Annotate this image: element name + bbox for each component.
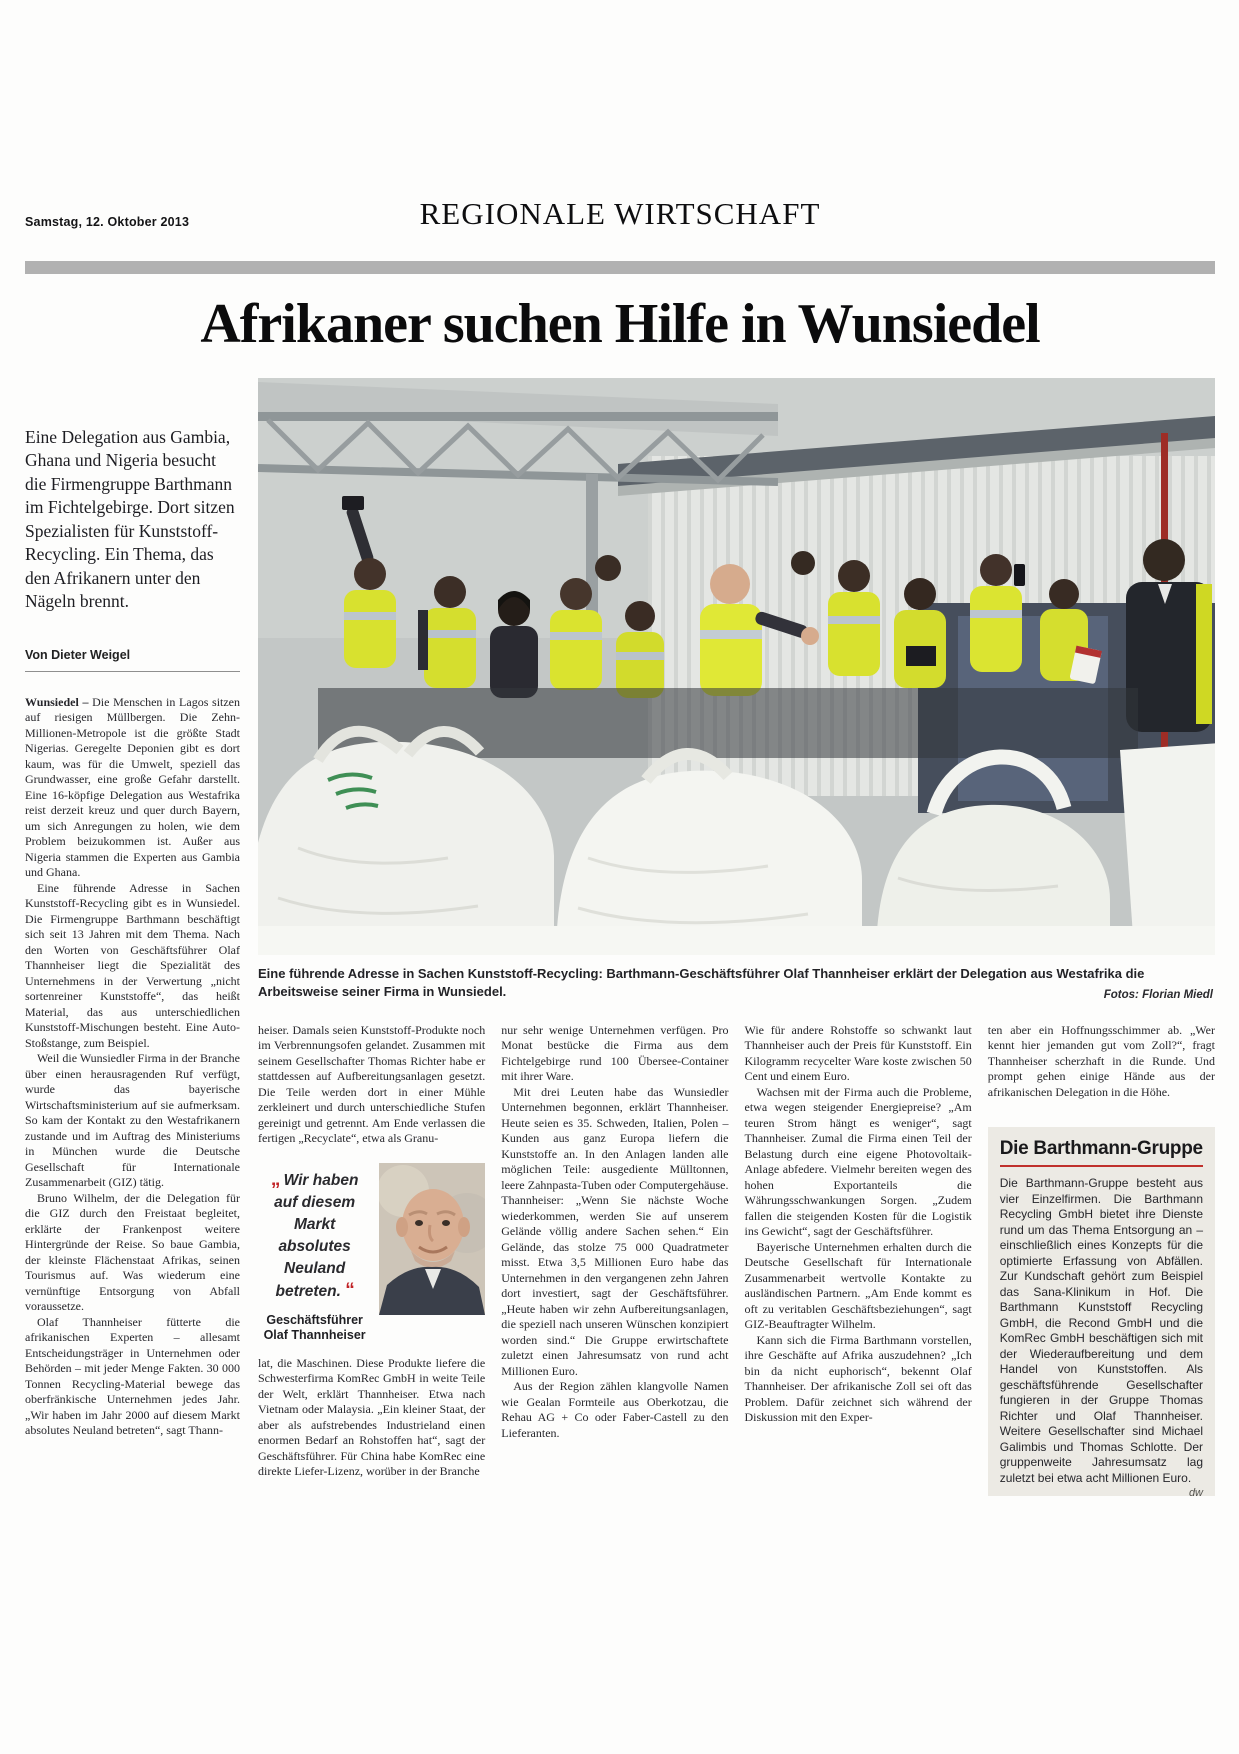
paragraph: Weil die Wunsiedler Firma in der Branche über einen herausragenden Ruf verfügt, wurde das bayerische Wirtschaftsministerium auf sie aufmerksam. So kam der Kontakt zu den Westafrikanern zustande und im Auftrag des Ministeriums in München wurde die Deutsche Gesellschaft für Internationale Zusammenarbeit (GIZ) tätig. [25,1051,240,1190]
article-column-5 [988,1023,1215,1502]
article-right-zone [258,378,1215,1502]
article-lead: Eine Delegation aus Gambia, Ghana und Nigeria besucht die Firmengruppe Barthmann im Fichtelgebirge. Dort sitzen Spezialisten für Kunststoff-Recycling. Ein Thema, das den Afrikanern unter den Nägeln brennt. [25,426,235,612]
infobox-barthmann-gruppe [988,1127,1215,1500]
thannheiser-portrait-photo [379,1163,485,1315]
quote-close-mark: “ [345,1279,354,1301]
paragraph: Mit drei Leuten habe das Wunsiedler Unternehmen begonnen, erklärt Thannheiser. Heute seien es 35. Schweden, Italien, Polen – Kunden aus ganz Europa liefern die Kunststoffe an. In den Anlagen landen alle möglichen Teile: ausgediente Mülltonnen, leere Zahnpasta-Tuben oder Computergehäuse. Thannheiser: „Wenn Sie nächste Woche wiederkommen, werden Sie auf unserem Gelände völlig andere Sachen sehen.“ Ein Gelände, das stolze 75 000 Quadratmeter misst. Etwa 3,5 Millionen Euro habe das Unternehmen in den vergangenen zehn Jahren dort investiert, sagt der Geschäftsführer. „Heute haben wir zehn Aufbereitungsanlagen, die speziell nach unseren Wünschen konzipiert worden sind.“ Die Gruppe erwirtschaftete zuletzt einen Jahresumsatz von rund acht Millionen Euro. [501,1084,729,1378]
delegation-photo-illustration [258,378,1215,955]
pullquote-text [258,1169,371,1303]
article-body [25,378,1215,1502]
photo-caption-row [258,965,1215,1001]
paragraph: Aus der Region zählen klangvolle Namen wie Gealan Formteile aus Oberkotzau, die Rehau AG + Co oder Faber-Castell zu den Lieferanten. [501,1379,729,1440]
pullquote-attribution [258,1313,371,1343]
section-divider-bar [25,261,1215,274]
infobox-body-text: Die Barthmann-Gruppe besteht aus vier Einzelfirmen. Die Barthmann Recycling GmbH bietet ihre Dienste rund um das Thema Entsorgung an – einschließlich eines Konzepts für die optimierte Erfassung von Abfällen. Zur Kundschaft gehört zum Beispiel das Sana-Klinikum in Hof. Die Barthmann Kunststoff Recycling GmbH, die Recond GmbH und die KomRec GmbH beschäftigen sich mit der Wiederaufbereitung und dem Handel von Kunststoffen. Als geschäftsführende Gesellschafter fungieren in der Gruppe Thomas Richter und Olaf Thannheiser. Weitere Gesellschafter sind Michael Galimbis und Thomas Schlotte. Der gruppenweite Jahresumsatz lag zuletzt bei etwa acht Millionen Euro. [999,1176,1203,1485]
paragraph: Eine führende Adresse in Sachen Kunststoff-Recycling gibt es in Wunsiedel. Die Firmengruppe Barthmann beschäftigt sich seit 13 Jahren mit dem Thema. Nach den Worten von Geschäftsführer Olaf Thannheiser liegt die Spezialität des Unternehmens in der Verwertung „nicht sortenreiner Kunststoffe“, das heißt Material, das aus unterschiedlichen Kunststoff-Mischungen besteht. Eine Auto-Stoßstange, zum Beispiel. [25,880,240,1050]
article-column-1 [25,378,240,1439]
pullquote-row [258,1163,485,1343]
article-columns [258,1023,1215,1502]
pullquote-attribution-name: Olaf Thannheiser [263,1327,366,1342]
paragraph: Wachsen mit der Firma auch die Probleme, etwa wegen steigender Energiepreise? „Am teuren Strom hängt es weniger“, sagt Thannheiser. Zumal die Firma einen Teil der Belastung durch eine eigene Photovoltaik-Anlage abfedere. Vielmehr bereiten wegen des hohen Exportanteils die Währungsschwankungen Sorgen. „Zudem fallen die steigenden Kosten für die Logistik ins Gewicht“, sagt der Geschäftsführer. [744,1084,972,1239]
paragraph: nur sehr wenige Unternehmen verfügen. Pro Monat bestücke die Firma aus dem Fichtelgebirge rund 100 Übersee-Container mit ihrer Ware. [501,1022,729,1084]
paragraph: Olaf Thannheiser fütterte die afrikanischen Experten – allesamt Entscheidungsträger in Unternehmen oder Behörden – mit jeder Menge Fakten. 30 000 Tonnen Recycling-Material bewege das oberfränkische Unternehmen jedes Jahr. „Wir haben im Jahr 2000 auf diesem Markt absolutes Neuland betreten“, sagt Thann- [25,1314,240,1438]
article-column-3 [501,1023,728,1442]
paragraph: Bruno Wilhelm, der die Delegation für die GIZ durch den Freistaat begleitet, erklärte der Frankenpost weitere Hintergründe der Reise. So baue Gambia, der kleinste Flächenstaat Afrikas, seinen Tourismus auf. Was wiederum eine vernünftige Entsorgung von Abfall voraussetze. [25,1190,240,1314]
portrait-illustration [379,1163,485,1315]
paragraph: Bayerische Unternehmen erhalten durch die Deutsche Gesellschaft für Internationale Zusammenarbeit wertvolle Kontakte zu ausländischen Partnern. „Am Ende kommt es oft zu veritablen Geschäftsbeziehungen“, sagt GIZ-Beauftragter Wilhelm. [744,1239,972,1332]
infobox-title: Die Barthmann-Gruppe [1000,1138,1203,1167]
section-title: REGIONALE WIRTSCHAFT [419,196,821,231]
byline: Von Dieter Weigel [25,648,240,672]
article-headline: Afrikaner suchen Hilfe in Wunsiedel [200,293,1040,355]
column-2-text-top [258,1023,485,1147]
paragraph: Kann sich die Firma Barthmann vorstellen, ihre Geschäfte auf Afrika auszudehnen? „Ich bin da nicht euphorisch“, bekennt Olaf Thannheiser. Der afrikanische Zoll sei oft das Problem. Dafür zeichnet sich während der Diskussion mit den Exper- [744,1332,972,1425]
pullquote-attribution-role: Geschäftsführer [266,1312,363,1327]
pullquote-body: Wir haben auf diesem Markt absolutes Neuland betreten. [274,1171,359,1300]
column-1-text [25,695,240,1439]
issue-date: Samstag, 12. Oktober 2013 [25,215,190,229]
paragraph: Wunsiedel – Die Menschen in Lagos sitzen auf riesigen Müllbergen. Die Zehn-Millionen-Metropole ist die größte Stadt Nigerias. Geregelte Deponien gibt es dort kaum, was für die Umwelt, speziell das Grundwasser, eine große Gefahr darstellt. Eine 16-köpfige Delegation aus Westafrika reist derzeit kreuz und quer durch Bayern, um sich Anregungen zu holen, wie dem Problem beizukommen ist. Außer aus Nigeria stammen die Experten aus Gambia und Ghana. [25,694,241,880]
photo-caption: Eine führende Adresse in Sachen Kunststoff-Recycling: Barthmann-Geschäftsführer Olaf Thannheiser erklärt der Delegation aus Westafrika die Arbeitsweise seiner Firma in Wunsiedel. [258,965,1145,999]
article-column-4 [745,1023,972,1426]
column-2-text-bottom [258,1356,485,1480]
page-header [25,186,1215,232]
pullquote [258,1163,371,1343]
quote-open-mark: „ [270,1168,280,1190]
paragraph: ten aber ein Hoffnungsschimmer ab. „Wer kennt hier jemanden gut vom Zoll?“, fragt Thannheiser scherzhaft in die Runde. Und prompt gehen einige Hände aus der afrikanischen Delegation in die Höhe. [987,1022,1215,1099]
delegation-photo [258,378,1215,955]
infobox-signature: dw [1188,1487,1203,1500]
article-column-2 [258,1023,485,1480]
column-5-text [988,1023,1215,1101]
paragraph: lat, die Maschinen. Diese Produkte liefere die Schwesterfirma KomRec GmbH in weite Teile der Welt, erklärt Thannheiser. Etwa nach Vietnam oder Malaysia. „Ein kleiner Staat, der aber als aufstrebendes Industrieland einen enormen Bedarf an Rohstoffen hat“, sagt der Geschäftsführer. Für China habe KomRec eine direkte Liefer-Lizenz, worüber in der Branche [258,1355,486,1479]
infobox-body [999,1176,1203,1500]
paragraph: Wie für andere Rohstoffe so schwankt laut Thannheiser auch der Preis für Kunststoff. Ein Kilogramm recycelter Ware koste zwischen 50 Cent und einem Euro. [744,1022,972,1084]
paragraph: heiser. Damals seien Kunststoff-Produkte noch im Verbrennungsofen gelandet. Zusammen mit seinem Gesellschafter Thomas Richter habe er stattdessen auf Aufbereitungsanlagen gesetzt. Die Teile werden dort in einer Mühle zerkleinert und durch unterschiedliche Stufen gereinigt und getrennt. Am Ende verlassen die fertigen „Recyclate“, etwa als Granu- [258,1022,486,1146]
photo-credit: Fotos: Florian Miedl [1098,989,1213,1001]
